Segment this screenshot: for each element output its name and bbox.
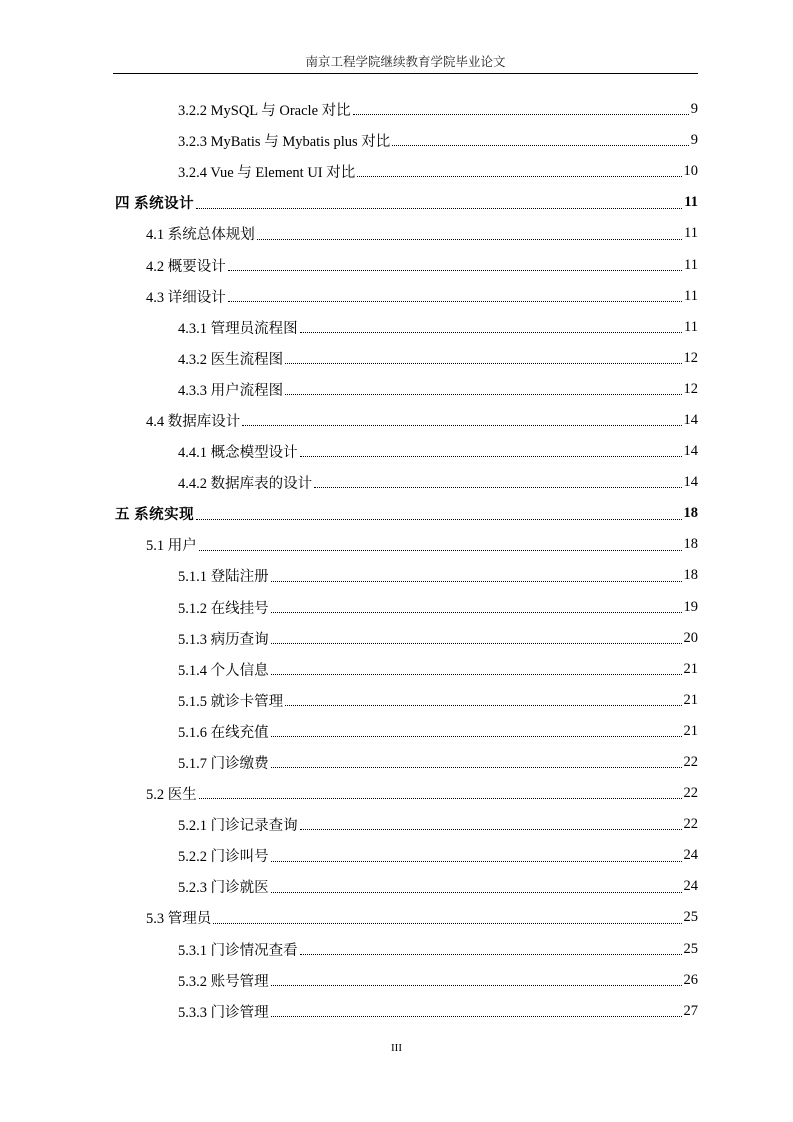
toc-entry-title: 五 系统实现: [115, 507, 195, 524]
toc-entry-page: 21: [683, 691, 698, 708]
toc-entry-page: 25: [683, 940, 698, 957]
toc-dot-leader: [199, 784, 682, 800]
toc-entry[interactable]: [0, 312, 793, 343]
table-of-contents: [0, 94, 793, 1027]
toc-entry-title: 5.2 医生: [146, 787, 197, 804]
toc-entry-title: 5.1.5 就诊卡管理: [178, 693, 284, 710]
toc-entry-page: 11: [684, 287, 698, 304]
page-header: 南京工程学院继续教育学院毕业论文: [305, 55, 506, 69]
toc-entry-title: 5.2.1 门诊记录查询: [178, 818, 298, 835]
toc-entry-page: 25: [683, 909, 698, 926]
toc-entry-page: 27: [683, 1002, 698, 1019]
toc-entry-title: 5.2.2 门诊叫号: [178, 849, 269, 866]
toc-entry-page: 11: [684, 225, 698, 242]
toc-dot-leader: [300, 317, 682, 333]
toc-dot-leader: [271, 846, 682, 862]
toc-entry-page: 19: [683, 598, 698, 615]
toc-entry-title: 4.3.1 管理员流程图: [178, 320, 298, 337]
toc-dot-leader: [257, 224, 682, 240]
toc-entry-page: 22: [683, 785, 698, 802]
toc-entry[interactable]: [0, 902, 793, 933]
toc-entry[interactable]: [0, 529, 793, 560]
toc-entry-title: 3.2.2 MySQL 与 Oracle 对比: [178, 103, 351, 120]
toc-dot-leader: [213, 908, 681, 924]
toc-dot-leader: [199, 535, 682, 551]
toc-dot-leader: [196, 193, 682, 209]
toc-entry-page: 11: [684, 194, 698, 211]
toc-dot-leader: [271, 877, 682, 893]
toc-entry-page: 26: [683, 971, 698, 988]
toc-entry[interactable]: [0, 840, 793, 871]
toc-entry-title: 5.2.3 门诊就医: [178, 880, 269, 897]
toc-entry-page: 9: [690, 132, 698, 149]
toc-entry[interactable]: [0, 343, 793, 374]
toc-entry[interactable]: [0, 685, 793, 716]
toc-entry[interactable]: [0, 498, 793, 529]
toc-entry[interactable]: [0, 156, 793, 187]
toc-dot-leader: [271, 566, 682, 582]
toc-entry[interactable]: [0, 623, 793, 654]
toc-entry[interactable]: [0, 654, 793, 685]
toc-entry-page: 18: [683, 536, 698, 553]
toc-dot-leader: [196, 504, 681, 520]
toc-entry-title: 4.2 概要设计: [146, 258, 226, 275]
toc-entry-title: 5.3.3 门诊管理: [178, 1004, 269, 1021]
toc-entry-page: 9: [690, 101, 698, 118]
toc-entry-title: 5.1.3 病历查询: [178, 631, 269, 648]
toc-dot-leader: [392, 131, 688, 147]
toc-entry[interactable]: [0, 592, 793, 623]
toc-dot-leader: [271, 1002, 682, 1018]
toc-entry[interactable]: [0, 125, 793, 156]
toc-entry-page: 10: [683, 163, 698, 180]
toc-entry-title: 5.1.6 在线充值: [178, 724, 269, 741]
toc-entry-page: 14: [683, 443, 698, 460]
toc-entry[interactable]: [0, 965, 793, 996]
toc-entry[interactable]: [0, 218, 793, 249]
toc-entry[interactable]: [0, 996, 793, 1027]
toc-entry-title: 5.1.7 门诊缴费: [178, 756, 269, 773]
page-number: III: [391, 1042, 402, 1054]
toc-dot-leader: [300, 815, 682, 831]
toc-dot-leader: [353, 100, 689, 116]
toc-dot-leader: [285, 380, 681, 396]
toc-entry-page: 12: [683, 380, 698, 397]
toc-entry-title: 3.2.4 Vue 与 Element UI 对比: [178, 165, 356, 182]
toc-entry-title: 4.4.1 概念模型设计: [178, 445, 298, 462]
toc-entry-page: 20: [683, 629, 698, 646]
toc-entry-page: 14: [683, 411, 698, 428]
toc-entry-title: 四 系统设计: [115, 196, 195, 213]
toc-entry-page: 22: [683, 754, 698, 771]
toc-entry-title: 4.3.2 医生流程图: [178, 351, 284, 368]
toc-entry[interactable]: [0, 934, 793, 965]
toc-entry[interactable]: [0, 281, 793, 312]
toc-dot-leader: [242, 411, 681, 427]
toc-entry[interactable]: [0, 747, 793, 778]
toc-entry[interactable]: [0, 871, 793, 902]
toc-dot-leader: [271, 970, 682, 986]
toc-entry[interactable]: [0, 94, 793, 125]
toc-entry-title: 3.2.3 MyBatis 与 Mybatis plus 对比: [178, 134, 391, 151]
toc-entry-page: 11: [684, 318, 698, 335]
toc-entry-page: 12: [683, 349, 698, 366]
toc-entry[interactable]: [0, 374, 793, 405]
toc-dot-leader: [285, 349, 681, 365]
toc-dot-leader: [300, 939, 682, 955]
toc-entry-page: 21: [683, 660, 698, 677]
toc-entry[interactable]: [0, 809, 793, 840]
header-divider: [113, 73, 698, 74]
toc-entry-page: 11: [684, 256, 698, 273]
toc-entry[interactable]: [0, 560, 793, 591]
toc-entry-page: 22: [683, 816, 698, 833]
toc-entry-title: 4.4 数据库设计: [146, 413, 241, 430]
toc-dot-leader: [271, 722, 682, 738]
toc-entry-title: 5.1.1 登陆注册: [178, 569, 269, 586]
toc-entry[interactable]: [0, 716, 793, 747]
toc-entry-title: 4.1 系统总体规划: [146, 227, 255, 244]
toc-entry-page: 21: [683, 722, 698, 739]
toc-entry-title: 5.1.4 个人信息: [178, 662, 269, 679]
toc-dot-leader: [357, 162, 681, 178]
toc-entry[interactable]: [0, 778, 793, 809]
toc-entry-page: 24: [683, 847, 698, 864]
toc-entry-title: 5.3.1 门诊情况查看: [178, 942, 298, 959]
toc-dot-leader: [228, 255, 682, 271]
toc-dot-leader: [271, 753, 682, 769]
toc-entry-title: 4.4.2 数据库表的设计: [178, 476, 313, 493]
toc-entry-title: 5.1 用户: [146, 538, 197, 555]
toc-dot-leader: [271, 659, 682, 675]
toc-entry[interactable]: [0, 249, 793, 280]
toc-entry-title: 5.3.2 账号管理: [178, 973, 269, 990]
toc-entry-page: 18: [683, 505, 698, 522]
toc-dot-leader: [228, 286, 682, 302]
toc-dot-leader: [271, 597, 682, 613]
toc-entry[interactable]: [0, 187, 793, 218]
toc-dot-leader: [314, 473, 681, 489]
toc-entry-page: 14: [683, 474, 698, 491]
toc-entry[interactable]: [0, 436, 793, 467]
toc-dot-leader: [271, 628, 682, 644]
toc-entry-title: 5.1.2 在线挂号: [178, 600, 269, 617]
toc-entry-title: 4.3 详细设计: [146, 289, 226, 306]
toc-entry-title: 5.3 管理员: [146, 911, 212, 928]
toc-dot-leader: [300, 442, 682, 458]
toc-entry[interactable]: [0, 405, 793, 436]
toc-entry-title: 4.3.3 用户流程图: [178, 382, 284, 399]
toc-entry-page: 24: [683, 878, 698, 895]
toc-entry-page: 18: [683, 567, 698, 584]
toc-dot-leader: [285, 691, 681, 707]
toc-entry[interactable]: [0, 467, 793, 498]
